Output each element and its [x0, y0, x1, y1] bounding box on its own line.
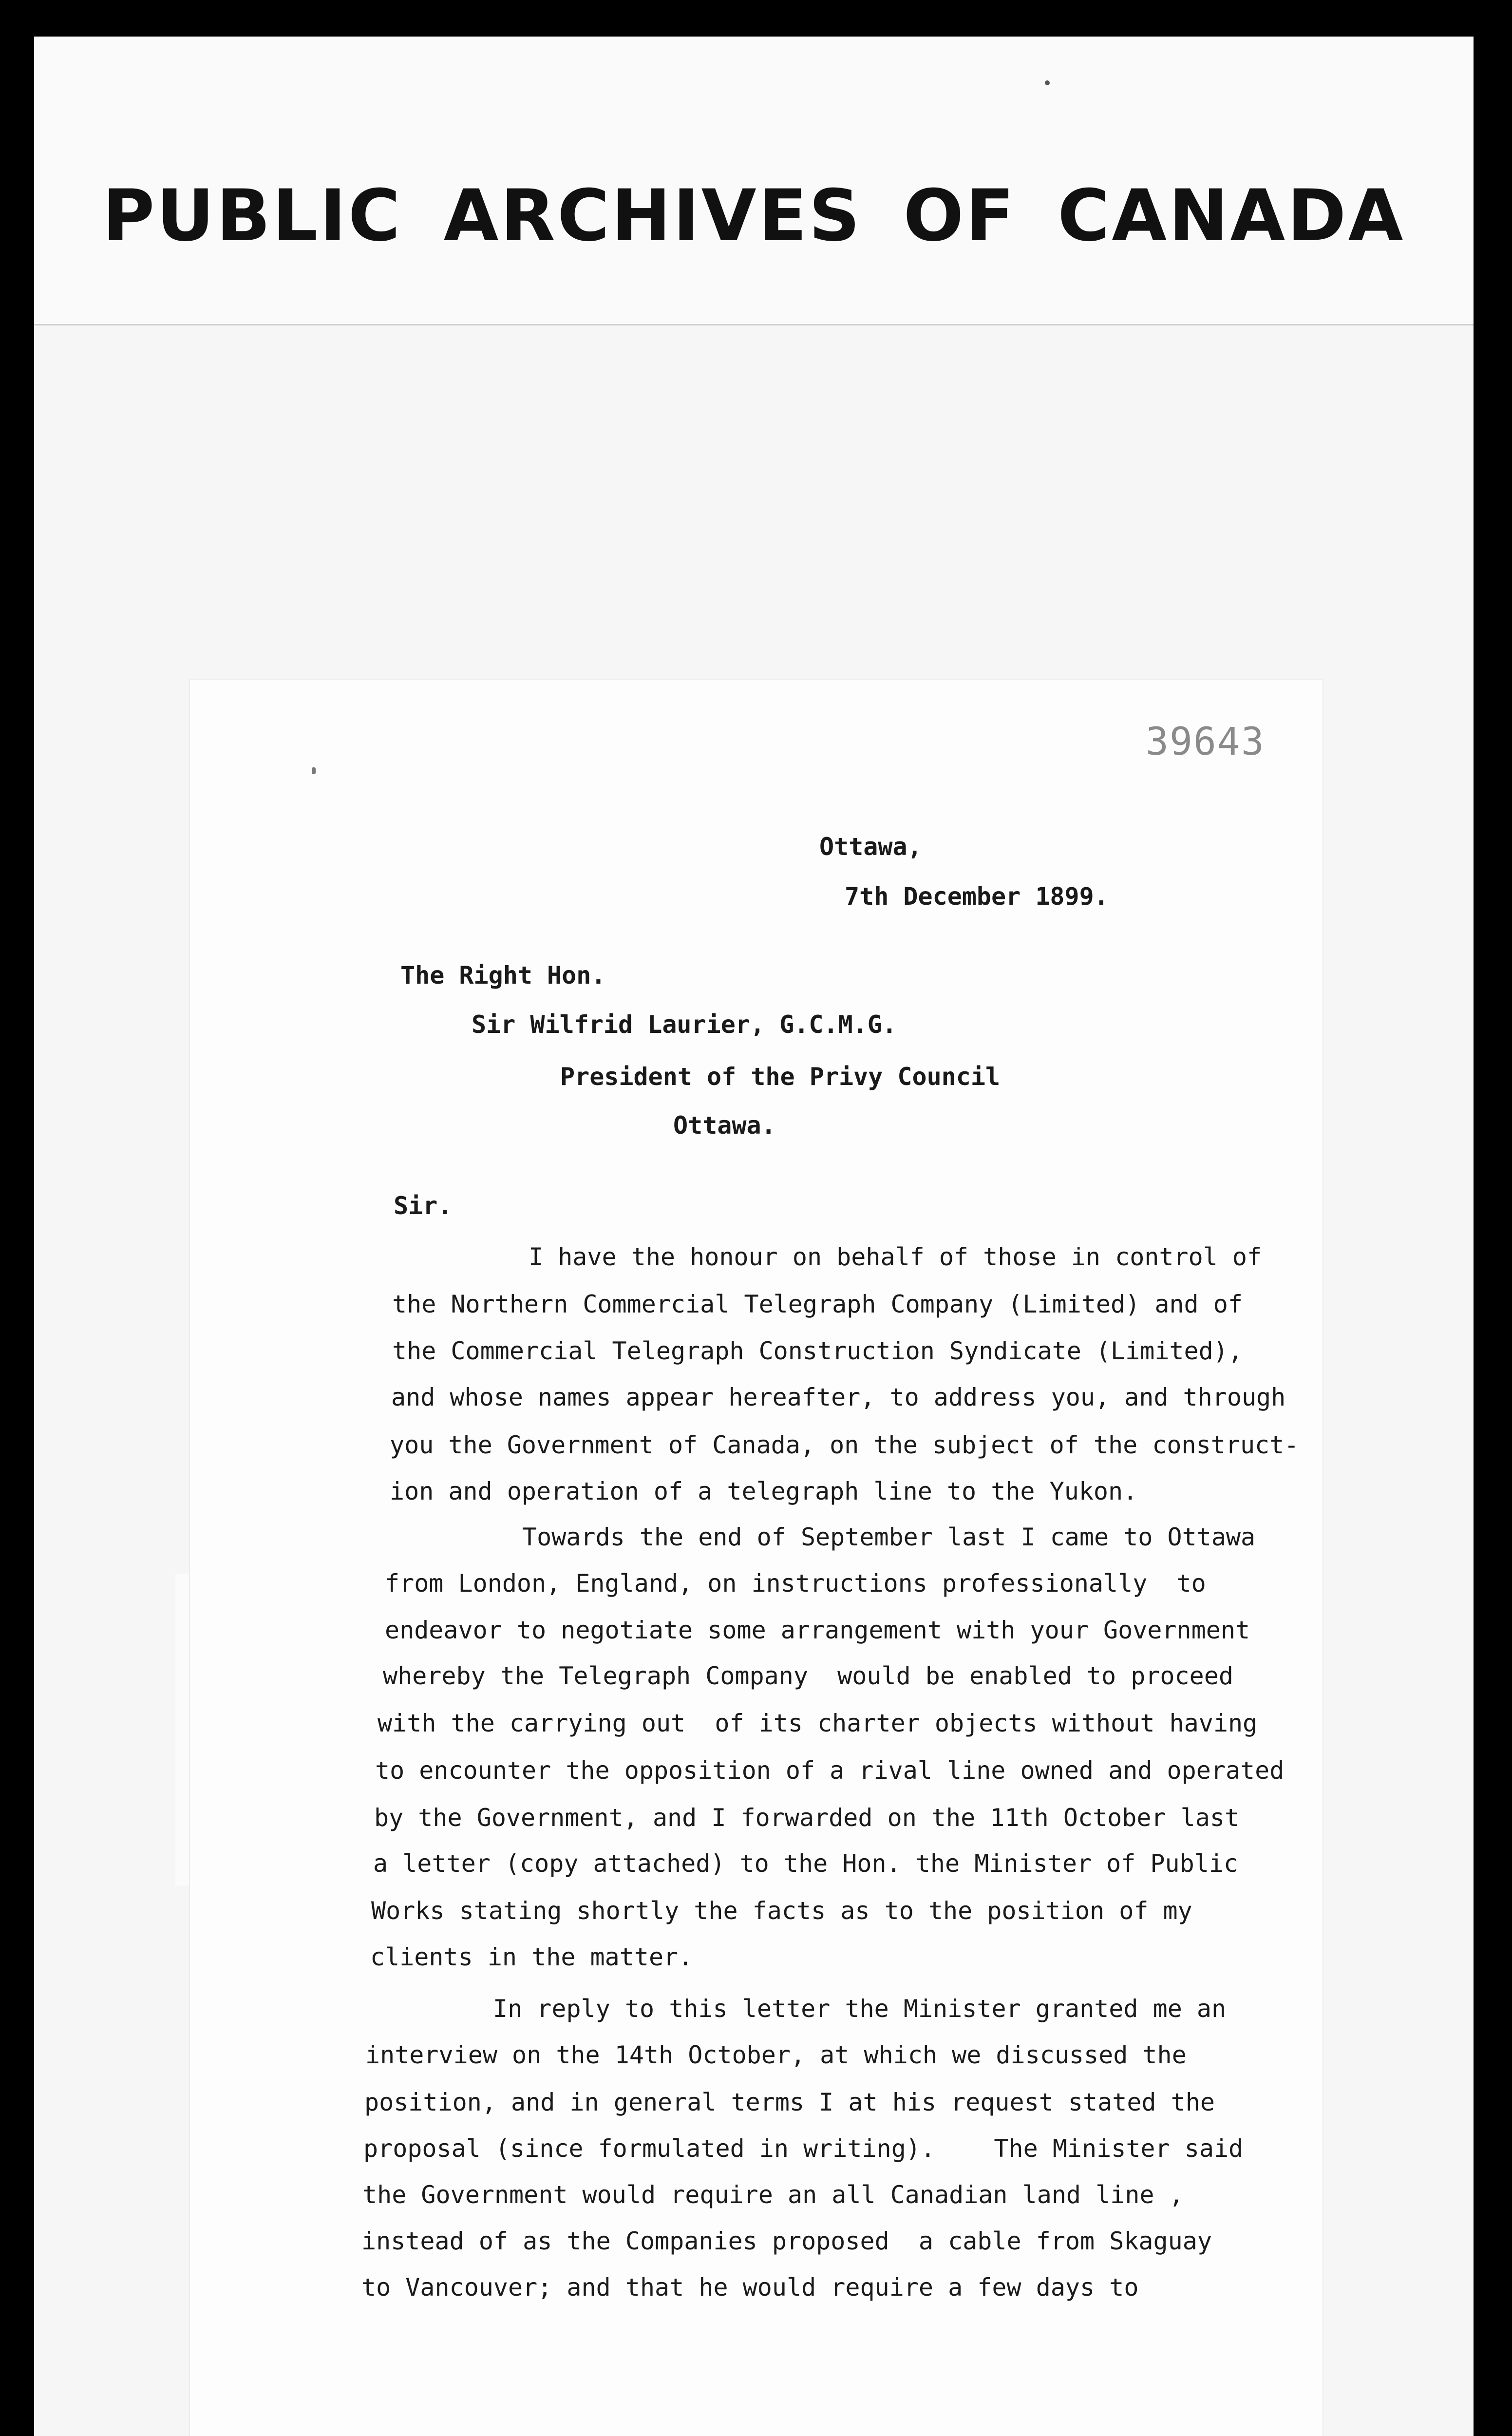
body-line: clients in the matter.	[370, 1943, 693, 1971]
letter-place: Ottawa,	[819, 833, 922, 861]
address-line: Sir Wilfrid Laurier, G.C.M.G.	[472, 1010, 897, 1039]
body-line: from London, England, on instructions professionally to	[385, 1569, 1206, 1598]
body-line: proposal (since formulated in writing). The Minister said	[363, 2134, 1244, 2163]
body-line: you the Government of Canada, on the subject of the construct-	[390, 1431, 1299, 1459]
body-line: instead of as the Companies proposed a cable from Skaguay	[361, 2227, 1212, 2255]
document-number: 39643	[1146, 720, 1265, 764]
address-line: Ottawa.	[673, 1111, 776, 1140]
speck-mark	[312, 767, 316, 774]
letter-sheet	[190, 680, 1323, 2436]
body-line: whereby the Telegraph Company would be enabled to proceed	[383, 1662, 1233, 1690]
body-line: and whose names appear hereafter, to address you, and through	[391, 1383, 1286, 1411]
body-line: Works stating shortly the facts as to the position of my	[371, 1897, 1192, 1925]
body-line: Towards the end of September last I came to Ottawa	[522, 1523, 1256, 1551]
body-line: a letter (copy attached) to the Hon. the Minister of Public	[373, 1849, 1239, 1878]
body-line: ion and operation of a telegraph line to the Yukon.	[390, 1477, 1138, 1505]
body-line: interview on the 14th October, at which we discussed the	[365, 2041, 1187, 2069]
address-line: The Right Hon.	[400, 961, 606, 990]
address-line: President of the Privy Council	[560, 1063, 1001, 1091]
body-line: the Government would require an all Canadian land line ,	[362, 2181, 1184, 2209]
body-line: endeavor to negotiate some arrangement with your Government	[385, 1616, 1250, 1644]
body-line: the Commercial Telegraph Construction Syndicate (Limited),	[392, 1337, 1243, 1365]
body-line: In reply to this letter the Minister granted me an	[493, 1995, 1227, 2023]
body-line: to Vancouver; and that he would require a few days to	[361, 2273, 1139, 2302]
speck-mark	[1045, 80, 1050, 85]
archive-title: PUBLIC ARCHIVES OF CANADA	[102, 174, 1405, 257]
body-line: with the carrying out of its charter objects without having	[378, 1709, 1258, 1737]
archive-header-card	[34, 37, 1474, 325]
body-line: the Northern Commercial Telegraph Company (Limited) and of	[392, 1290, 1243, 1318]
body-line: to encounter the opposition of a rival line owned and operated	[375, 1756, 1285, 1785]
letter-date: 7th December 1899.	[845, 882, 1109, 911]
body-line: by the Government, and I forwarded on the 11th October last	[374, 1804, 1240, 1832]
body-line: position, and in general terms I at his request stated the	[364, 2088, 1215, 2116]
body-line: I have the honour on behalf of those in control of	[529, 1243, 1262, 1271]
salutation: Sir.	[394, 1192, 453, 1220]
